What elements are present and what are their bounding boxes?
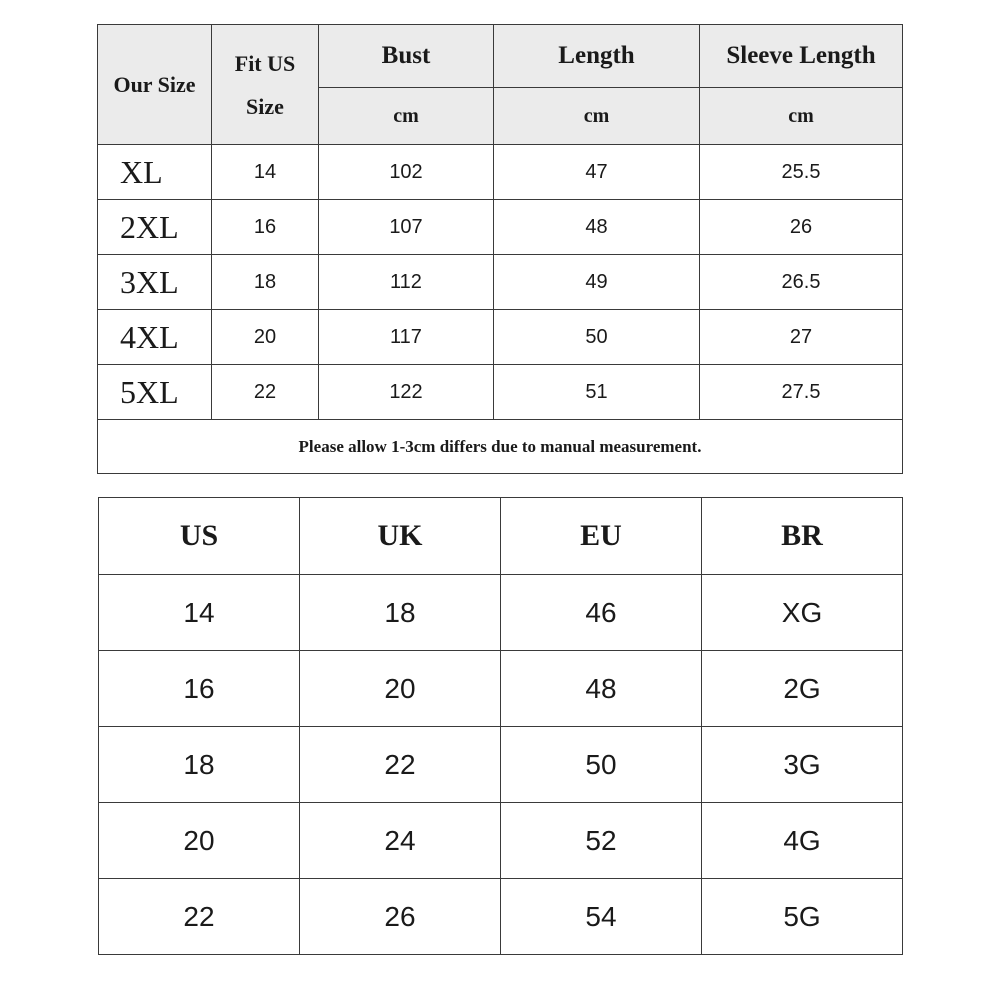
- length-value: 47: [494, 145, 700, 200]
- fit-us-value: 20: [212, 310, 319, 365]
- fit-us-value: 16: [212, 200, 319, 255]
- eu-value: 52: [501, 803, 702, 879]
- bust-value: 122: [319, 365, 494, 420]
- header-uk: UK: [300, 498, 501, 575]
- table-row: [98, 200, 903, 255]
- us-value: 18: [99, 727, 300, 803]
- bust-value: 102: [319, 145, 494, 200]
- size-chart-table: [97, 24, 903, 474]
- sleeve-value: 27.5: [700, 365, 903, 420]
- table-row: [98, 255, 903, 310]
- conversion-header-row: [99, 498, 903, 575]
- size-label: XL: [98, 145, 212, 200]
- table-row: [98, 145, 903, 200]
- header-sleeve-length: Sleeve Length: [700, 25, 903, 88]
- eu-value: 50: [501, 727, 702, 803]
- uk-value: 22: [300, 727, 501, 803]
- header-fit-us-line1: Fit US: [234, 50, 296, 76]
- sleeve-value: 26: [700, 200, 903, 255]
- us-value: 20: [99, 803, 300, 879]
- table-row: [99, 575, 903, 651]
- br-value: 4G: [702, 803, 903, 879]
- eu-value: 46: [501, 575, 702, 651]
- header-fit-us-size: [212, 25, 319, 145]
- size-label: 3XL: [98, 255, 212, 310]
- br-value: 3G: [702, 727, 903, 803]
- unit-bust: cm: [319, 88, 494, 145]
- header-bust: Bust: [319, 25, 494, 88]
- fit-us-value: 18: [212, 255, 319, 310]
- sleeve-value: 25.5: [700, 145, 903, 200]
- table-row: [98, 310, 903, 365]
- sleeve-value: 26.5: [700, 255, 903, 310]
- uk-value: 20: [300, 651, 501, 727]
- size-label: 5XL: [98, 365, 212, 420]
- length-value: 48: [494, 200, 700, 255]
- br-value: XG: [702, 575, 903, 651]
- size-label: 2XL: [98, 200, 212, 255]
- header-br: BR: [702, 498, 903, 575]
- br-value: 5G: [702, 879, 903, 955]
- length-value: 50: [494, 310, 700, 365]
- table-row: [98, 365, 903, 420]
- bust-value: 117: [319, 310, 494, 365]
- sleeve-value: 27: [700, 310, 903, 365]
- length-value: 51: [494, 365, 700, 420]
- eu-value: 54: [501, 879, 702, 955]
- fit-us-value: 22: [212, 365, 319, 420]
- uk-value: 24: [300, 803, 501, 879]
- header-our-size: Our Size: [98, 25, 212, 145]
- us-value: 22: [99, 879, 300, 955]
- measurement-note: Please allow 1-3cm differs due to manual measurement.: [98, 420, 903, 474]
- unit-length: cm: [494, 88, 700, 145]
- unit-sleeve-length: cm: [700, 88, 903, 145]
- eu-value: 48: [501, 651, 702, 727]
- table-row: [99, 879, 903, 955]
- uk-value: 18: [300, 575, 501, 651]
- header-us: US: [99, 498, 300, 575]
- header-length: Length: [494, 25, 700, 88]
- us-value: 14: [99, 575, 300, 651]
- bust-value: 112: [319, 255, 494, 310]
- size-label: 4XL: [98, 310, 212, 365]
- header-eu: EU: [501, 498, 702, 575]
- length-value: 49: [494, 255, 700, 310]
- table-row: [99, 727, 903, 803]
- uk-value: 26: [300, 879, 501, 955]
- table-row: [99, 651, 903, 727]
- bust-value: 107: [319, 200, 494, 255]
- us-value: 16: [99, 651, 300, 727]
- table-row: [99, 803, 903, 879]
- fit-us-value: 14: [212, 145, 319, 200]
- size-conversion-table: [98, 497, 903, 955]
- header-fit-us-line2: Size: [246, 93, 284, 119]
- br-value: 2G: [702, 651, 903, 727]
